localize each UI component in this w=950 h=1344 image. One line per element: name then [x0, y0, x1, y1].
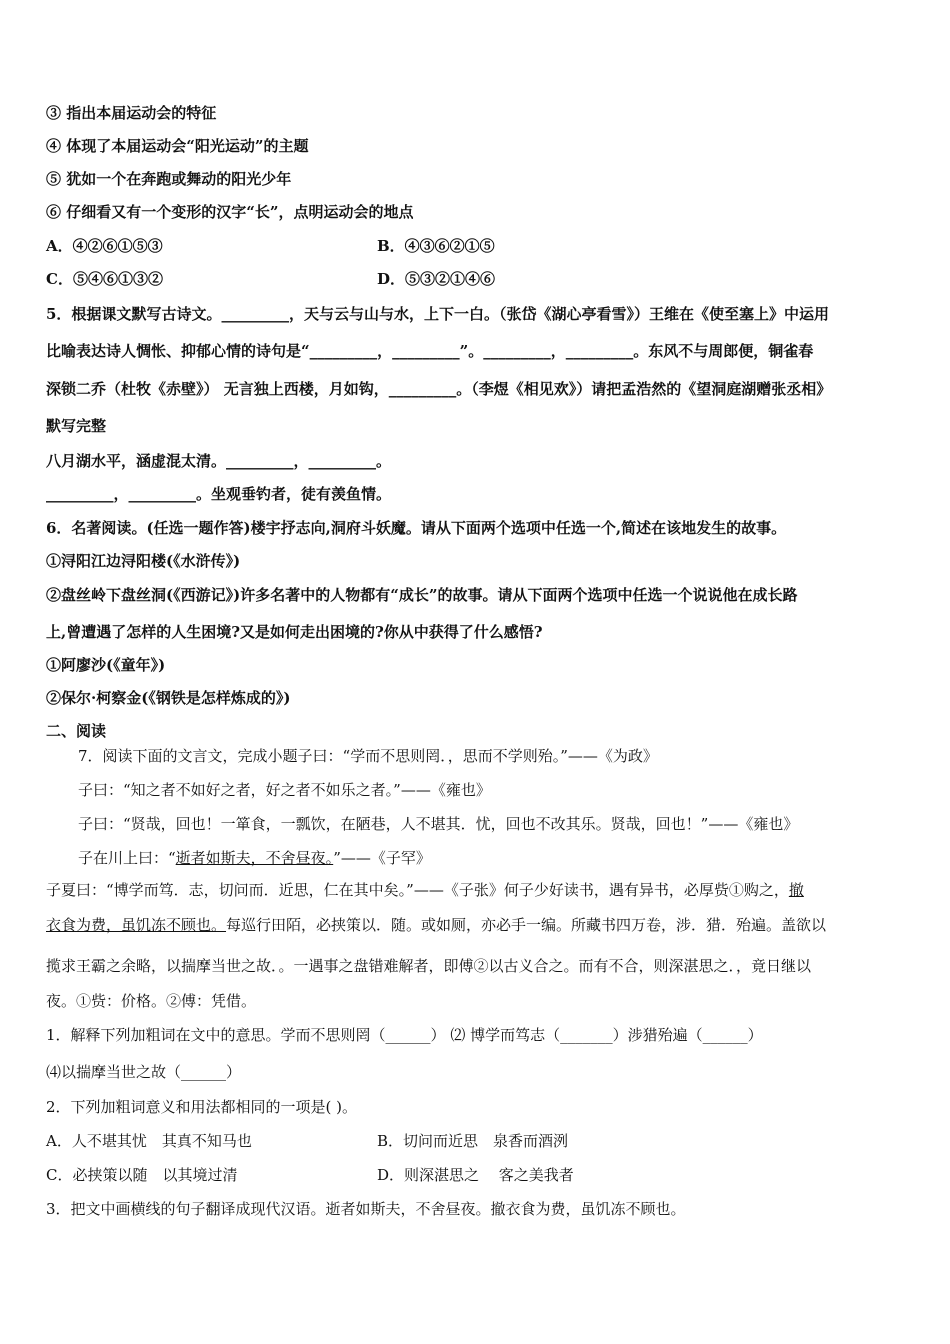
- q4-item-6: ⑥ 仔细看又有一个变形的汉字“长”，点明运动会的地点: [46, 203, 414, 221]
- sub2-option-b: B．切问而近思 泉香而酒洌: [377, 1132, 569, 1150]
- q4-option-a: A．④②⑥①⑤③: [46, 237, 163, 255]
- q6-line-2: ①浔阳江边浔阳楼(《水浒传》): [46, 552, 241, 570]
- q6-line-3: ②盘丝岭下盘丝洞(《西游记》)许多名著中的人物都有“成长”的故事。请从下面两个选项中任选一个说说他在成长路: [46, 586, 798, 604]
- q7-underlined-sentence-2: 衣食为费，虽饥冻不顾也。: [46, 916, 227, 934]
- q5-line-2: 比喻表达诗人惆怅、抑郁心情的诗句是“_________，_________”。_________，_________。东风不与周郎便，铜雀春: [46, 342, 814, 360]
- q6-line-6: ②保尔·柯察金(《钢铁是怎样炼成的》): [46, 689, 291, 707]
- q7-line-8: 夜。①赀：价格。②傅：凭借。: [46, 992, 257, 1010]
- q7-line-2: 子曰：“知之者不如好之者，好之者不如乐之者。”——《雍也》: [78, 781, 491, 799]
- q5-line-1: 5．根据课文默写古诗文。_________，天与云与山与水，上下一白。（张岱《湖心亭看雪》）王维在《使至塞上》中运用: [46, 305, 829, 323]
- section-title: 二、阅读: [46, 722, 107, 740]
- q7-line-5: [46, 879, 804, 901]
- q4-option-row-1: [46, 235, 495, 257]
- q6-line-1: 6．名著阅读。(任选一题作答)楼宇抒志向,洞府斗妖魔。请从下面两个选项中任选一个,简述在该地发生的故事。: [46, 519, 787, 537]
- sub2-option-d: D．则深湛思之 客之美我者: [377, 1166, 574, 1184]
- q7-line-4: [78, 847, 431, 869]
- q7-line-1: 7．阅读下面的文言文，完成小题子曰：“学而不思则罔．，思而不学则殆。”——《为政》: [78, 747, 658, 765]
- q7-line-7: 揽求王霸之余略，以揣摩当世之故．。一遇事之盘错难解者，即傅②以古义合之。而有不合，则深湛思之．，竟日继以: [46, 957, 812, 975]
- sub2-option-a: A．人不堪其忧 其真不知马也: [46, 1132, 252, 1150]
- q4-option-row-2: [46, 268, 496, 290]
- q4-option-c: C．⑤④⑥①③②: [46, 270, 163, 288]
- q5-line-6: _________，_________。坐观垂钓者，徒有羡鱼情。: [46, 485, 392, 503]
- q7-line-4-post: ”——《子罕》: [333, 849, 431, 867]
- q5-line-4: 默写完整: [46, 417, 107, 435]
- q5-line-5: 八月湖水平，涵虚混太清。_________，_________。: [46, 452, 392, 470]
- q7-line-6-post: 每巡行田陌，必挟策以．随。或如厕，亦必手一编。所藏书四万卷，涉．猎．殆遍。盖欲以: [226, 916, 827, 934]
- q7-line-6: [46, 914, 826, 936]
- q4-option-d: D．⑤③②①④⑥: [377, 270, 496, 288]
- sub2-row-2: [46, 1164, 574, 1186]
- sub1-line-1: 1．解释下列加粗词在文中的意思。学而不思则罔（______） ⑵ 博学而笃志（_______）涉猎殆遍（______）: [46, 1026, 763, 1044]
- q7-line-5-pre: 子夏曰：“博学而笃．志，切问而．近思，仁在其中矣。”——《子张》何子少好读书，遇有异书，必厚赀①购之，: [46, 881, 789, 899]
- q7-underlined-start: 撤: [788, 881, 804, 899]
- sub2-row-1: [46, 1130, 569, 1152]
- q6-line-5: ①阿廖沙(《童年》): [46, 656, 166, 674]
- q7-line-4-pre: 子在川上曰：“: [78, 849, 176, 867]
- q4-item-5: ⑤ 犹如一个在奔跑或舞动的阳光少年: [46, 170, 292, 188]
- q7-line-3: 子曰：“贤哉，回也！一箪食，一瓢饮，在陋巷，人不堪其．忧，回也不改其乐。贤哉，回也！”——《雍也》: [78, 815, 799, 833]
- q5-line-3: 深锁二乔（杜牧《赤壁》） 无言独上西楼，月如钩，_________。（李煜《相见欢》）请把孟浩然的《望洞庭湖赠张丞相》: [46, 380, 832, 398]
- sub1-line-2: ⑷以揣摩当世之故（______）: [46, 1063, 242, 1081]
- q6-line-4: 上,曾遭遇了怎样的人生困境?又是如何走出困境的?你从中获得了什么感悟?: [46, 623, 543, 641]
- q7-underlined-sentence-1: 逝者如斯夫，不舍昼夜。: [175, 849, 334, 867]
- q4-item-4: ④ 体现了本届运动会“阳光运动”的主题: [46, 137, 309, 155]
- sub2-title: 2．下列加粗词意义和用法都相同的一项是( )。: [46, 1098, 358, 1116]
- sub3-line: 3．把文中画横线的句子翻译成现代汉语。逝者如斯夫，不舍昼夜。撤衣食为费，虽饥冻不顾也。: [46, 1200, 686, 1218]
- sub2-option-c: C．必挟策以随 以其境过清: [46, 1166, 238, 1184]
- q4-option-b: B．④③⑥②①⑤: [377, 237, 495, 255]
- q4-item-3: ③ 指出本届运动会的特征: [46, 104, 217, 122]
